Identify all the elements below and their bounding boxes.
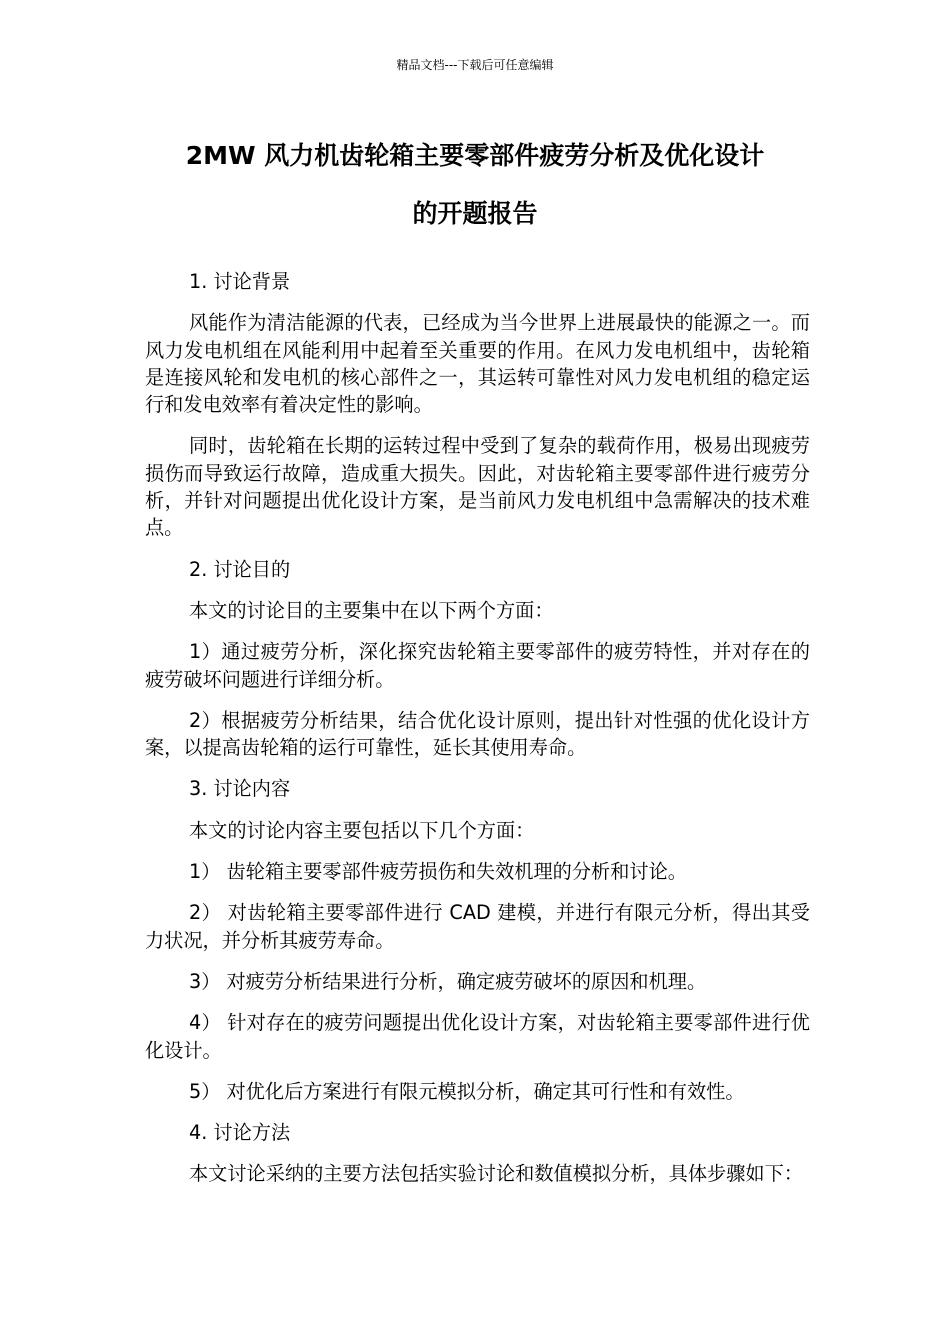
list-item-purpose-2: 2）根据疲劳分析结果，结合优化设计原则，提出针对性强的优化设计方案，以提高齿轮箱的运行可靠性，延长其使用寿命。: [145, 708, 810, 760]
section-heading-purpose: 2. 讨论目的: [189, 557, 291, 581]
list-item-content-4: 4） 针对存在的疲劳问题提出优化设计方案，对齿轮箱主要零部件进行优化设计。: [145, 1011, 810, 1062]
paragraph-background-2: 同时，齿轮箱在长期的运转过程中受到了复杂的载荷作用，极易出现疲劳损伤而导致运行故障，造成重大损失。因此，对齿轮箱主要零部件进行疲劳分析，并针对问题提出优化设计方案，是当前风力发电机组中急需解决的技术难点。: [145, 434, 810, 540]
section-heading-method: 4. 讨论方法: [189, 1121, 291, 1145]
list-item-content-5: 5） 对优化后方案进行有限元模拟分析，确定其可行性和有效性。: [189, 1079, 745, 1103]
list-item-content-2: 2） 对齿轮箱主要零部件进行 CAD 建模，并进行有限元分析，得出其受力状况，并分析其疲劳寿命。: [145, 901, 810, 952]
document-body: [145, 268, 810, 1202]
page-header: 精品文档---下载后可任意编辑: [396, 58, 554, 72]
paragraph-method-intro: 本文讨论采纳的主要方法包括实验讨论和数值模拟分析，具体步骤如下：: [189, 1162, 803, 1186]
paragraph-background-1: 风能作为清洁能源的代表，已经成为当今世界上进展最快的能源之一。而风力发电机组在风能利用中起着至关重要的作用。在风力发电机组中，齿轮箱是连接风轮和发电机的核心部件之一，其运转可靠性对风力发电机组的稳定运行和发电效率有着决定性的影响。: [145, 311, 810, 417]
section-heading-background: 1. 讨论背景: [189, 270, 291, 293]
paragraph-purpose-intro: 本文的讨论目的主要集中在以下两个方面：: [189, 598, 554, 622]
document-title-line-2: 的开题报告: [412, 199, 538, 228]
list-item-purpose-1: 1）通过疲劳分析，深化探究齿轮箱主要零部件的疲劳特性，并对存在的疲劳破坏问题进行详细分析。: [145, 640, 810, 691]
paragraph-content-intro: 本文的讨论内容主要包括以下几个方面：: [189, 818, 535, 842]
section-heading-content: 3. 讨论内容: [189, 777, 291, 801]
list-item-content-3: 3） 对疲劳分析结果进行分析，确定疲劳破坏的原因和机理。: [189, 969, 707, 993]
document-title-line-1: 2MW 风力机齿轮箱主要零部件疲劳分析及优化设计: [185, 141, 765, 170]
list-item-content-1: 1） 齿轮箱主要零部件疲劳损伤和失效机理的分析和讨论。: [189, 860, 687, 884]
